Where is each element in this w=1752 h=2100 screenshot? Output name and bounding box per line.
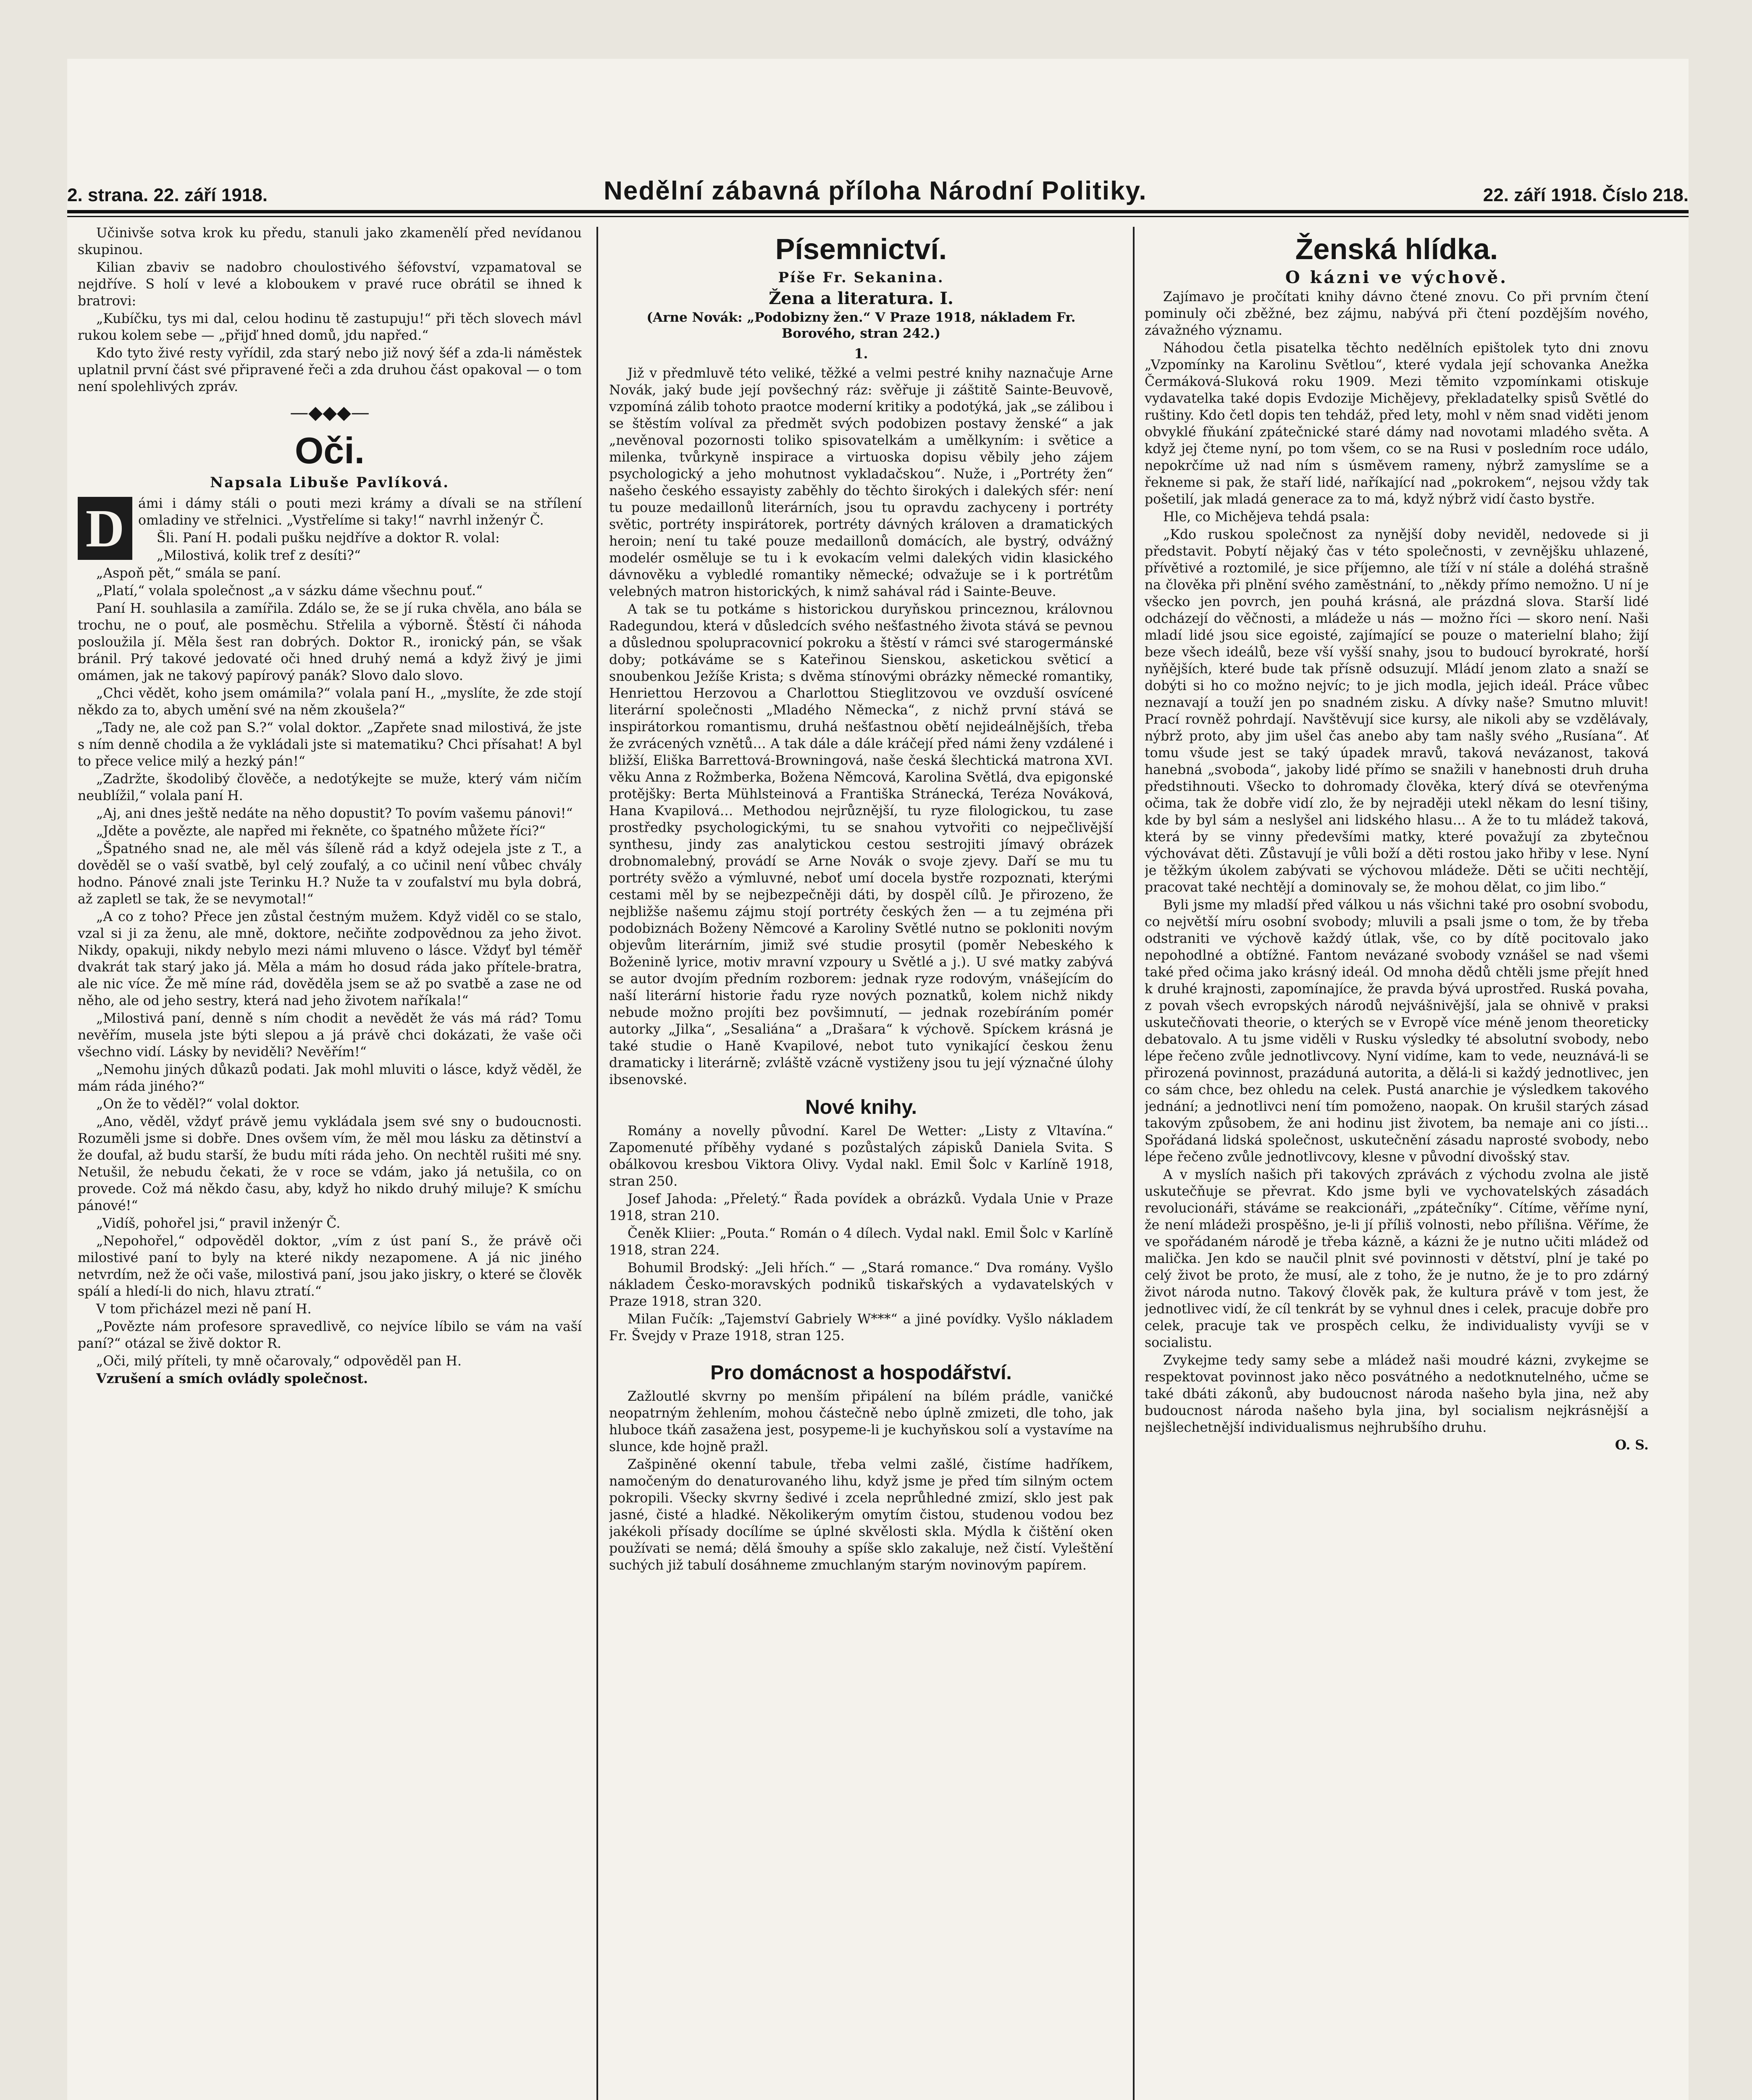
bibliographic-note: (Arne Novák: „Podobizny žen.“ V Praze 1918, nákladem Fr. Borového, stran 242.) (646, 310, 1076, 341)
paragraph: Zajímavo je pročítati knihy dávno čtené znovu. Co při prvním čtení pominuly oči zběžné, bez zájmu, nabývá při čtení pozdějším nového, závažného významu. (1145, 289, 1649, 338)
paragraph: Zvykejme tedy samy sebe a mládež naši moudré kázni, zvykejme se respektovat povinnost jako něco posvátného a nedotknutelného, učme se také dbáti zákonů, aby budoucnost národa našeho byla jina, než aby budoucnost národa našeho byla jina, byl socialism nejkrásnější a nejšlechetnější individualismus nejhrubšího druhu. (1145, 1353, 1649, 1435)
paragraph: Hle, co Michějeva tehdá psala: (1163, 509, 1370, 525)
paragraph: „Zadržte, škodolibý člověče, a nedotýkejte se muže, který vám ničím neublížil,“ volala paní H. (78, 772, 582, 803)
book-listing: Milan Fučík: „Tajemství Gabriely W***“ a jiné povídky. Vyšlo nákladem Fr. Švejdy v Praze 1918, stran 125. (609, 1312, 1113, 1344)
paragraph: „Vidíš, pohořel jsi,“ pravil inženýr Č. (96, 1216, 341, 1231)
paragraph: „Jděte a povězte, ale napřed mi řekněte, co špatného můžete říci?“ (96, 824, 546, 839)
paragraph: A tak se tu potkáme s historickou duryňskou princeznou, královnou Radegundou, která v důsledcích svého nešťastného života stává se pevnou a důslednou spolupracovnicí pokroku a štěstí v rámci své starogermánské doby; potkáváme se s Kateřinou Sienskou, asketickou světicí a snoubenkou Ježíše Krista; s dvěma stínovými obrázky německé romantiky, Henriettou Herzovou a Charlottou Stieglitzovou ve ovzduší osvícené literární společnosti „Mladého Německa“, z nichž první stává se inspirátorkou romantismu, druhá nešťastnou obětí nejideálnějších, třeba že zvrácených vznětů… A tak dále a dále kráčejí před námi ženy vzdálené i bližší, Eliška Barrettová-Browningová, naše česká šlechtická matrona XVI. věku Anna z Rožmberka, Božena Němcová, Karolina Světlá, dva epigonské protějšky: Berta Mühlsteinová a Františka Stránecká, Teréza Nováková, Hana Kvapilová… Methodou nejrůznější, tu ryze filologickou, tu zase prostředky psychologickými, tu se snahou vytvořiti co nejpečlivější synthesu, jindy zas analytickou cestou sestrojiti jímavý obrázek drobnomalebný, provádí se Arne Novák o svoje zjevy. Daří se mu tu portréty svěžo a výmluvné, neboť umí docela bystře rozpoznati, kterými cestami měl by se nejbezpečněji dáti, by dospěl cílů. Je přirozeno, že nejbližše našemu zájmu stojí portréty českých žen — a tu zejména při podobiznách Boženy Němcové a Karoliny Světlé nutno se pokloniti novým objevům literárním, jimiž své studie prosytil (poměr Nebeského k Boženině lyrice, motiv mravní vzpoury u Světlé a j.). U své matky zabývá se autor dvojím předním rozborem: jednak ryze rodovým, vnášejícím do naší literární historie řadu ryze nových poznatků, kolem nichž nikdy nebude možno projíti bez povšimnutí, — jednak rozebíráním pomér autorky „Jilka“, „Sesaliána“ a „Drašara“ k výchově. Spíckem krásná je také studie o Haně Kvapilové, nebot tuto vynikající českou ženu dramaticky i literárně; zvláště vzácně vystiženy jsou tu její význačné úlohy ibsenovské. (609, 602, 1113, 1087)
article-title: Oči. (294, 430, 365, 471)
paragraph: „Tady ne, ale což pan S.?“ volal doktor. „Zapřete snad milostivá, že jste s ním denně chodila a že vykládali jste si matematiku? Chci přísahat! A byl to přece velice milý a hezký pán!“ (78, 720, 582, 769)
paragraph: Zašpiněné okenní tabule, třeba velmi zašlé, čistíme hadříkem, namočeným do denaturovaného lihu, když jsme je před tím silným octem pokropili. Všecky skvrny šedivé i zcela neprůhledné zmizí, sklo jest pak jasné, čisté a hladké. Několikerým omytím čistou, studenou vodou bez jakékoli přísady docílíme se úplné skvělosti skla. Mýdla k čištění oken používati se nemá; dělá šmouhy a spíše sklo zakaluje, než čistí. Vyleštění suchých již tabulí dosáhneme zmuchlaným starým novinovým papírem. (609, 1457, 1113, 1573)
paragraph: Učinivše sotva krok ku předu, stanuli jako zkamenělí před nevídanou skupinou. (78, 226, 582, 257)
page-header (67, 168, 1689, 206)
section-title: Písemnictví. (775, 233, 947, 265)
paragraph: „Špatného snad ne, ale měl vás šíleně rád a když odejela jste z T., a dověděl se o vaší svatbě, byl celý zoufalý, a co učinil není vůbec chvály hodno. Pánové znali jste Terinku H.? Nuže ta v zoufalství mu byla dobrá, až zapletl se tak, že se nevymotal!“ (78, 841, 582, 907)
drop-cap: D (78, 497, 132, 560)
paragraph: Kdo tyto živé resty vyřídil, zda starý nebo již nový šéf a zda-li náměstek uplatnil první část své připravené řeči a zda druhou část opakoval — o tom není spolehlivých zpráv. (78, 346, 582, 394)
paragraph: „Kdo ruskou společnost za nynější doby neviděl, nedovede si ji představit. Pobytí nějaký čas v této společnosti, v zevnějšku uhlazené, přívětivé a roztomilé, je sice příjemno, ale tíží v ní stále a doléhá strašně na člověka při plnění svého zaměstnání, to „někdy přímo nemožno. U ní je všecko jen povrch, jen pouhá krásná, ale prázdná slova. Starší lidé odcházejí do věčnosti, a mládeže u nás — možno říci — skoro není. Naši mladí lidé jsou sice egoisté, zajímající se pouze o materielní blaho; žijí beze všech ideálů, beze vší vyšší snahy, jsou to budoucí byrokraté, horší nyňějších, které bude tak přísně odsuzují. Mládí jenom zlato a snaží se dobýti si ho co možno nejvíc; to je jich modla, jejich ideál. Práce vůbec neznavají a touží jen po snadném zisku. A dívky naše? Smutno mluvit! Prací rovněž pohrdají. Navštěvují sice kursy, ale nikoli aby se vzdělávaly, nýbrž proto, aby jim ušel čas anebo aby tam našly svého „Rusíana“. Ať tomu všude jest se taký úpadek mravů, taková nevázanost, taková hanebná „svoboda“, jakoby lidé přímo se snažili v hanebnosti druh druha předstihnouti. Všecko to dohromady člověka, který dívá se otevřenýma očima, tak že dobře vidí zlo, že by nejraději utekl někam do lesní tišiny, kde by byl sám a neslyšel ani lidského hlasu… A že to tu mládež taková, která by se vinny předevšími matky, které považují za zbytečnou výchovávat děti. Zůstavují je vůli boží a děti rostou jako hřiby v lese. Nyní je těžkým úkolem zabývati se výchovou mládeže. Děti se učiti nechtějí, pracovat také nechtějí a dominovaly se, že mohou dělat, co jim libo.“ (1145, 527, 1649, 895)
paragraph: A v myslích našich při takových zprávách z východu zvolna ale jistě uskutečňuje se převrat. Kdo jsme byli ve vychovatelských zásadách revolucionáři, stáváme se reakcionáři, „zpátečníky“. Cítíme, věříme nyní, že není mládeži prospěšno, je-li jí příliš volnosti, nebo přílišna. Věříme, že ve spořádaném národě je třeba kázně, a kázni že je nutno učiti mládež od malička. Jen kdo se naučil plnit své povinnosti v dětství, plní je také po celý život be proto, že musí, ale z toho, že je nutno, že je to pro zdárný život národa nutno. Takový člověk pak, že kultura právě v tom jest, že jednotlivec vidí, že cíl tenkrát by se vyhnul dnes i celek, pracuje dobře pro celek, pracuje tak ve prospěch celku, že individualisty vyvíji se v socialistu. (1145, 1167, 1649, 1350)
masthead: Nedělní zábavná příloha Národní Politiky. (604, 176, 1147, 205)
paragraph: „Milostivá paní, denně s ním chodit a nevědět že vás má rád? Tomu nevěřím, musela jste býti slepou a já právě chci dokázati, že vaše oči všechno vidí. Lásky by neviděli? Nevěřím!“ (78, 1011, 582, 1060)
paragraph: V tom přicházel mezi ně paní H. (96, 1302, 312, 1317)
newspaper-page (67, 59, 1689, 2100)
paragraph: „Milostivá, kolik tref z desíti?“ (157, 548, 361, 563)
paragraph: Již v předmluvě této veliké, těžké a velmi pestré knihy naznačuje Arne Novák, jaký bude její povšechný ráz: svěřuje ji záštitě Sainte-Beuvově, vzpomíná zálib tohoto praotce moderní kritiky a podotýká, jak „se zálibou i se štěstím volíval za předmět svých podobizen postavy ženské“ a jak „nevěnoval pozornosti toliko spisovatelkám a umělkyním: i světice a milenka, tvůrkyně inspirace a virtuoska dopisu věbily jeho zájem psychologický a jeho mohutnost vykladačskou“. Nuže, i „Portréty žen“ našeho českého essayisty zaběhly do těchto širokých i dalekých sfér: není tu pouze medaillonů literárních, jsou tu opravdu zachyceny i portréty světic, portréty inspirátorek, portréty dávných královen a dramatických heroin; není tu také pouze medaillonů domácích, ale bystrý, odvážný modelér osměluje se tu i k evokacím velmi dalekých vidin klasického dávnověku a vybledlé romantiky německé; odvažuje se i k portrétům velebných matron historických, k nimž sahával rád i Sainte-Beuve. (609, 366, 1113, 599)
article-subtitle: O kázni ve výchově. (1285, 268, 1508, 287)
column-middle (609, 225, 1113, 2100)
book-listing: Josef Jahoda: „Přeletý.“ Řada povídek a obrázků. Vydala Unie v Praze 1918, stran 210. (609, 1192, 1113, 1223)
paragraph: „Ano, věděl, vždyť právě jemu vykládala jsem své sny o budoucnosti. Rozuměli jsme si dobře. Dnes ovšem vím, že měl mou lásku za dětinství a že doufal, až budu starší, že budu míti ráda jeho. On nechtěl rušiti mé sny. Netušil, že nebudu čekati, že v roce se vdám, jako já netušila, co on provede. Což má někdo času, aby, když ho nikdo druhý miluje? K smíchu pánové!“ (78, 1114, 582, 1213)
paragraph-text: ámi i dámy stáli o pouti mezi krámy a dívali se na střílení omladiny ve střelnici. „Vystřelíme si taky!“ navrhl inženýr Č. (138, 496, 582, 528)
part-number: 1. (854, 346, 868, 362)
paragraph: „Kubíčku, tys mi dal, celou hodinu tě zastupuju!“ při těch slovech mávl rukou kolem sebe — „přijď hned domů, jdu napřed.“ (78, 311, 582, 343)
column-left (78, 225, 582, 2100)
paragraph: Náhodou četla pisatelka těchto nedělních epištolek tyto dni znovu „Vzpomínky na Karolinu Světlou“, které vydala její schovanka Anežka Čermáková-Sluková roku 1909. Mezi těmito vzpomínkami otiskuje vydavatelka také dopis Evdozije Michějevy, překladatelky spisů Světlé do ruštiny. Kdo četl dopis ten tehdáž, před lety, mohl v něm snad viděti jenom obvyklé fňukání zpátečnické staré dámy nad novotami mladého světa. A když jej čteme nyní, po tom všem, co se na Rusi v posledním roce událo, nepokrčíme už nad ním s úsměvem rameny, nýbrž zamyslíme se a řekneme si pak, že staří lidé, naříkající nad „pokrokem“, nejsou vždy tak pošetilí, jak mladá generace za to má, když nýbrž vidí často bystře. (1145, 341, 1649, 507)
page-number-date-left: 2. strana. 22. září 1918. (67, 185, 268, 205)
section-title: Ženská hlídka. (1295, 233, 1498, 265)
paragraph: „A co z toho? Přece jen zůstal čestným mužem. Když viděl co se stalo, vzal si ji za ženu, ale mně, doktore, nečiňte zodpovědnou za jeho život. Nikdy, opakuji, nikdy nebylo mezi námi mluveno o lásce. Vždyť byl téměř dvakrát tak starý jako já. Měla a mám ho dosud ráda jako přítele-bratra, ale nic více. Že mě míne rád, dověděla jsem se až po svatbě a zase ne od něho, ale od jeho sestry, která nad jeho životem naříkala!“ (78, 909, 582, 1008)
book-listing: Romány a novelly původní. Karel De Wetter: „Listy z Vltavína.“ Zapomenuté příběhy vydané s pozůstalých zápisků Daniela Svita. S obálkovou kresbou Viktora Olivy. Vydal nakl. Emil Šolc v Karlíně 1918, stran 250. (609, 1124, 1113, 1189)
column-divider (1133, 227, 1135, 2100)
paragraph: „Platí,“ volala společnost „a v sázku dáme všechnu pouť.“ (96, 583, 483, 598)
article-signature: O. S. (1615, 1437, 1649, 1453)
page-number-date-right: 22. září 1918. Číslo 218. (1483, 185, 1689, 205)
article-author: Píše Fr. Sekanina. (778, 269, 944, 286)
paragraph: „Povězte nám profesore spravedlivě, co nejvíce líbilo se vám na vaší paní?“ otázal se živě doktor R. (78, 1319, 582, 1351)
column-divider (596, 227, 598, 2100)
paragraph: „Nemohu jiných důkazů podati. Jak mohl mluviti o lásce, když věděl, že mám ráda jiného?“ (78, 1062, 582, 1094)
paragraph: Zažloutlé skvrny po menším připálení na bílém prádle, vaničké neopatrným žehlením, mohou částečně nebo úplně zmizeti, dle toho, jak hluboce tkáň zasažena jest, posypeme-li je kuchyňskou solí a vystavíme na slunce, kde hojně pražl. (609, 1389, 1113, 1454)
paragraph: „Nepohořel,“ odpověděl doktor, „vím z úst paní S., že právě oči milostivé paní to byly na které nikdy nezapomene. A já nic jiného netvrdím, než že oči vaše, milostivá paní, jsou jako jiskry, o které se člověk spálí a hledí-li do nich, hlavu ztratí.“ (78, 1234, 582, 1299)
section-ornament: —◆◆◆— (290, 402, 370, 423)
paragraph: Vzrušení a smích ovládly společnost. (96, 1371, 368, 1386)
header-rule (67, 210, 1689, 213)
column-right (1145, 225, 1649, 2100)
header-rule-thin (67, 216, 1689, 217)
paragraph: Šli. Paní H. podali pušku nejdříve a doktor R. volal: (157, 530, 500, 546)
article-subtitle: Žena a literatura. I. (769, 289, 953, 308)
paragraph: „Aj, ani dnes ještě nedáte na něho dopustit? To povím vašemu pánovi!“ (96, 806, 573, 821)
paragraph: Paní H. souhlasila a zamířila. Zdálo se, že se jí ruka chvěla, ano bála se trochu, ne o pouť, ale posměchu. Střelila a výborně. Štěstí či náhoda posloužila jí. Měla šest ran dobrých. Doktor R., ironický pán, se však bránil. Prý takové jedovaté oči hned druhý nemá a když živý je jimi omámen, jak ne takový papírový panák? Slovo dalo slovo. (78, 601, 582, 683)
section-title: Nové knihy. (805, 1096, 917, 1118)
book-listing: Bohumil Brodský: „Jeli hřích.“ — „Stará romance.“ Dva romány. Vyšlo nákladem Česko-moravských podniků tiskařských a vydavatelských v Praze 1918, stran 320. (609, 1260, 1113, 1309)
paragraph: „Oči, milý příteli, ty mně očarovaly,“ odpověděl pan H. (96, 1354, 462, 1369)
article-author: Napsala Libuše Pavlíková. (210, 474, 449, 491)
paragraph: Kilian zbaviv se nadobro choulostivého šéfovství, vzpamatoval se nejdříve. S holí v levé a kloboukem v pravé ruce obrátil se ihned k bratrovi: (78, 260, 582, 309)
paragraph: Byli jsme my mladší před válkou u nás všichni také pro osobní svobodu, co největší míru osobní svobody; mluvili a psali jsme o tom, že by třeba odstraniti ve výchově každý útlak, vše, co by dítě pocitovalo jako nepohodlné a obtížné. Fantom nevázané svobody vznášel se nad všemi také před očima jako krásný ideál. Od mnoha dědů chtěli jsme přejít hned k druhé krajnosti, zapomínajíce, že pravda bývá uprostřed. Ruská povaha, z povah všech evropských národů nejvášnivější, jala se ohnivě v praksi uskutečňovati theorie, o kterých se v Evropě více méně jenom theoreticky debatovalo. A tu jsme viděli v Rusku výsledky té absolutní svobody, nebo lépe řečeno zvůle jednotlivcovy. Nyní vidíme, kam to vede, neuznává-li se přirozená povinnost, prazáduná autorita, a dělá-li si každý jednotlivec, jen co sám chce, bez ohledu na celek. Pustá anarchie je výsledkem takového jednání; a jednotlivci není tím pomoženo, naopak. On krušil starých zásad takovým způsobem, že ani hodinu jist životem, ba nemaje ani co jísti… Spořádaná lidská společnost, uskutečnění zásadu naprosté svobody, nebo lépe řečeno zvůle jednotlivcovy, klesne v původní divošský stav. (1145, 898, 1649, 1165)
paragraph: „Chci vědět, koho jsem omámila?“ volala paní H., „myslíte, že zde stojí někdo za to, abych umění své na něm zkoušela?“ (78, 686, 582, 718)
section-title: Pro domácnost a hospodářství. (710, 1362, 1012, 1384)
paragraph: „On že to věděl?“ volal doktor. (96, 1097, 300, 1112)
book-listing: Čeněk Kliier: „Pouta.“ Román o 4 dílech. Vydal nakl. Emil Šolc v Karlíně 1918, stran 224. (609, 1226, 1113, 1258)
paragraph: „Aspoň pět,“ smála se paní. (96, 566, 281, 581)
